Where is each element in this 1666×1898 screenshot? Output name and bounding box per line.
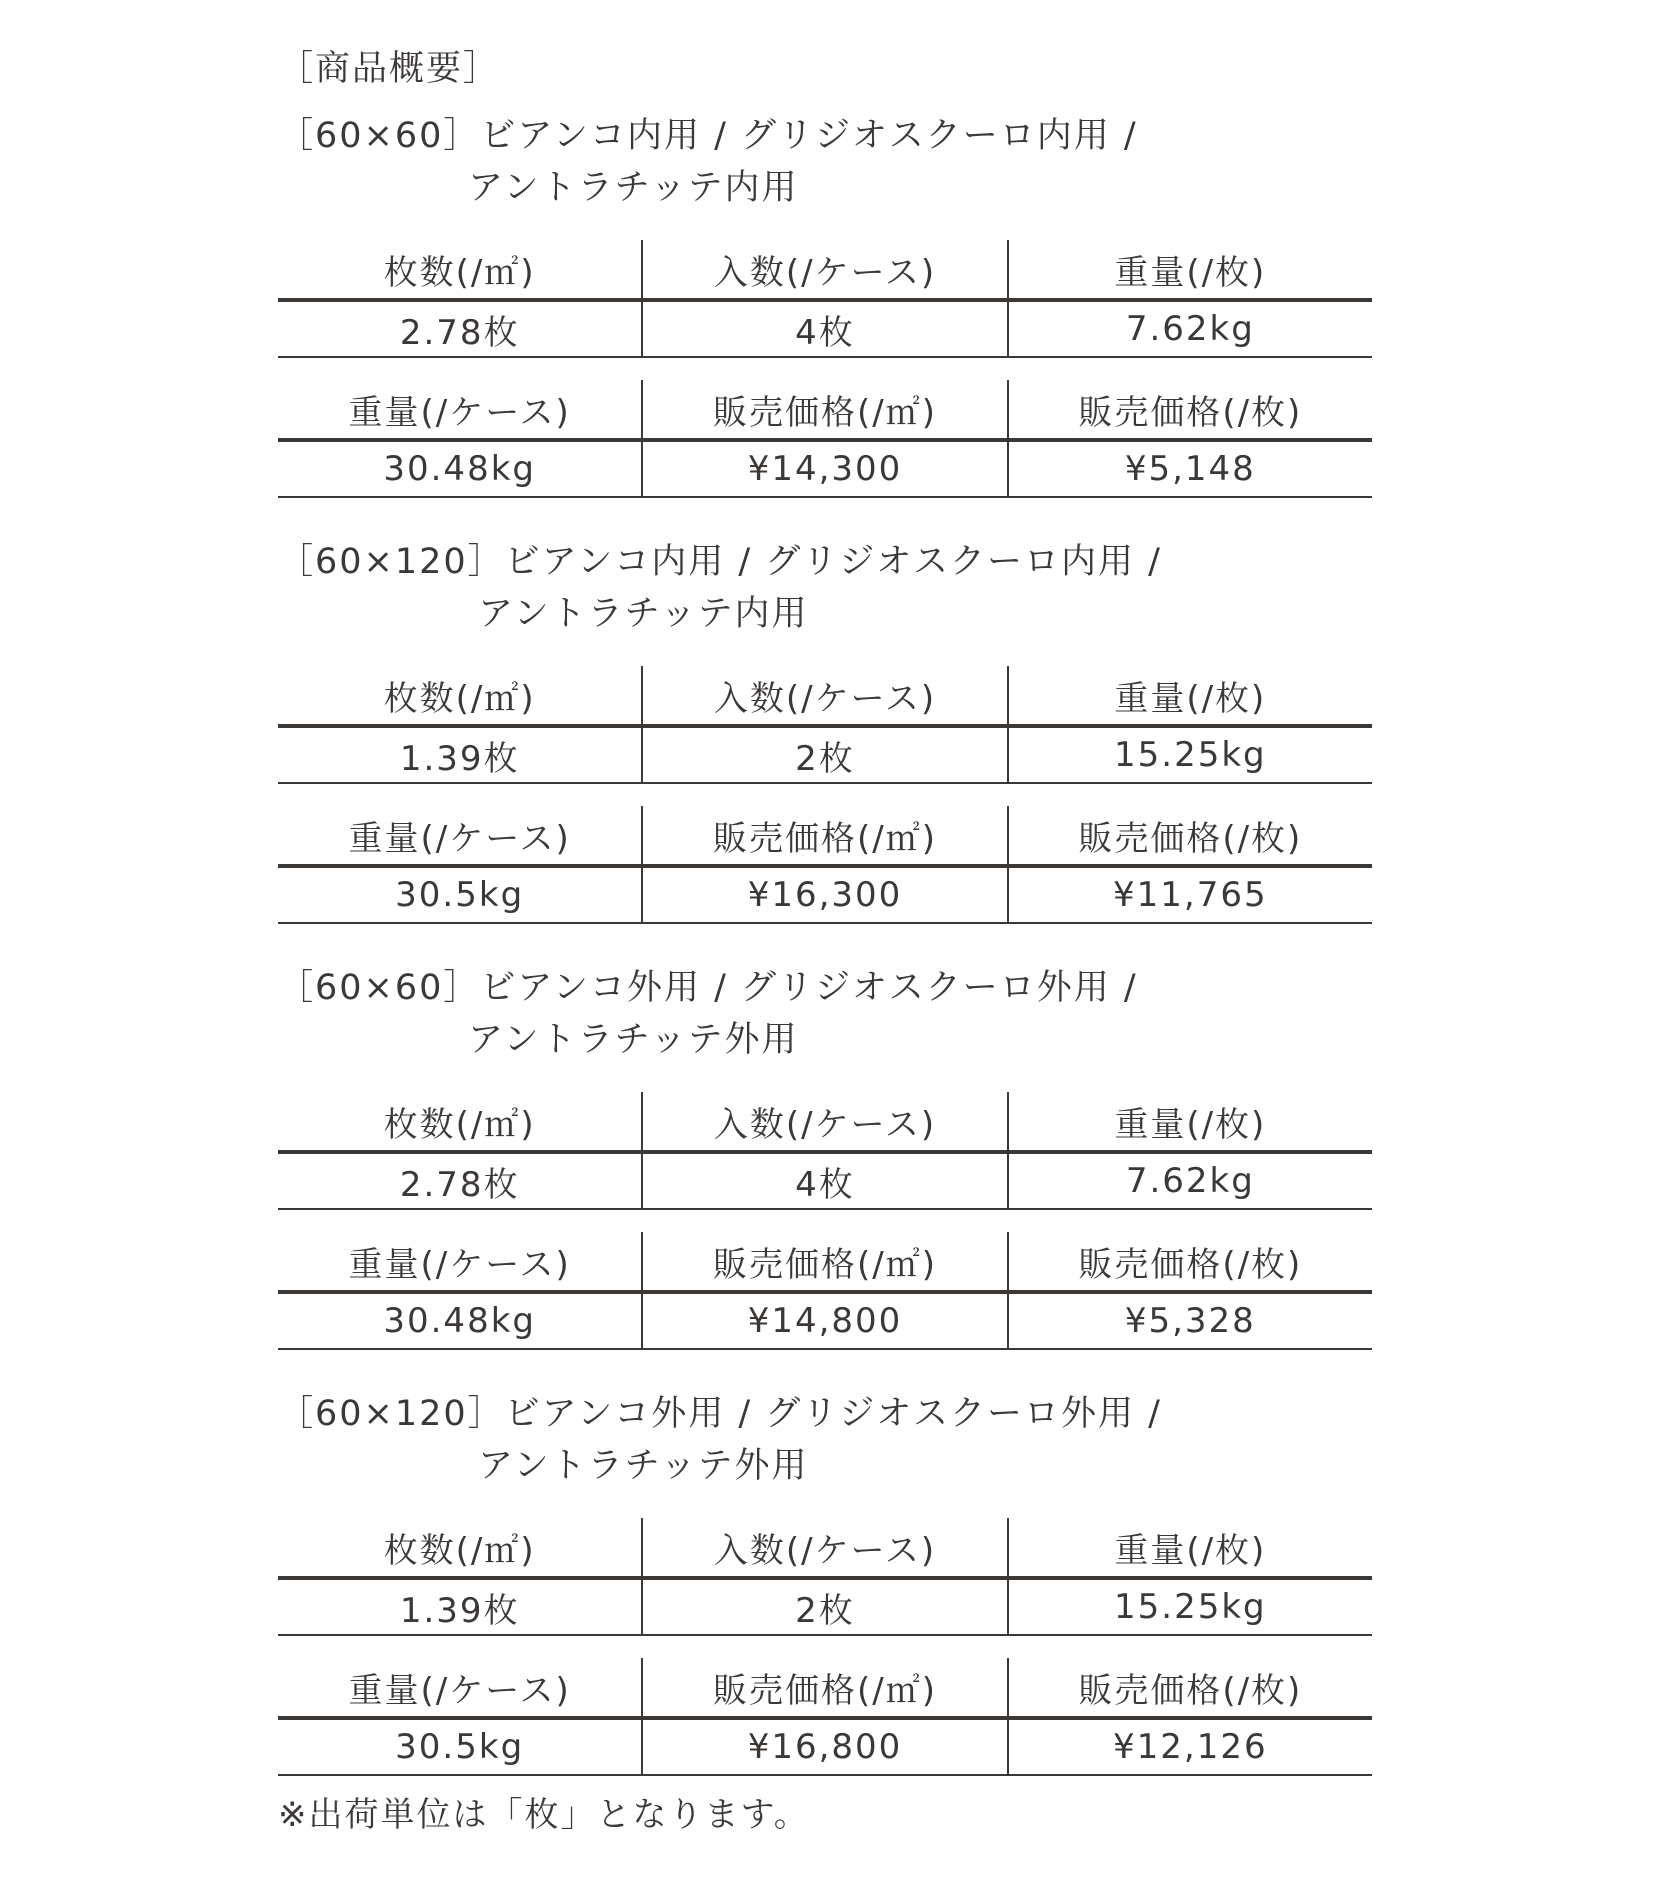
section-title-line1: ［60×60］ビアンコ外用 / グリジオスクーロ外用 / (278, 968, 1138, 1008)
value-weight-per-case: 30.5kg (278, 1718, 642, 1775)
spec-table-3 (278, 666, 1372, 784)
section-title (278, 536, 1162, 640)
header-count-per-case: 入数(/ケース) (642, 1518, 1007, 1578)
spec-table-5 (278, 1092, 1372, 1210)
header-count-per-m2: 枚数(/㎡) (278, 1092, 642, 1152)
header-count-per-case: 入数(/ケース) (642, 666, 1007, 726)
table-header-row (278, 806, 1372, 866)
table-row (278, 726, 1372, 783)
section-title (278, 1388, 1162, 1492)
spec-table-8 (278, 1658, 1372, 1776)
header-weight-per-piece: 重量(/枚) (1008, 666, 1372, 726)
section-title-line1: ［60×120］ビアンコ内用 / グリジオスクーロ内用 / (278, 542, 1162, 582)
section-title-line2: アントラチッテ外用 (478, 1446, 809, 1486)
table-header-row (278, 380, 1372, 440)
value-price-per-piece: ¥11,765 (1008, 866, 1372, 923)
header-price-per-m2: 販売価格(/㎡) (642, 1232, 1007, 1292)
spec-table-6 (278, 1232, 1372, 1350)
value-weight-per-piece: 15.25kg (1008, 1578, 1372, 1635)
spec-table-4 (278, 806, 1372, 924)
value-count-per-case: 2枚 (642, 726, 1007, 783)
value-count-per-m2: 1.39枚 (278, 1578, 642, 1635)
section-title-line2: アントラチッテ内用 (478, 594, 809, 634)
header-price-per-m2: 販売価格(/㎡) (642, 806, 1007, 866)
header-weight-per-case: 重量(/ケース) (278, 1658, 642, 1718)
table-header-row (278, 1518, 1372, 1578)
section-title-line2: アントラチッテ内用 (468, 168, 799, 208)
header-price-per-m2: 販売価格(/㎡) (642, 380, 1007, 440)
header-count-per-case: 入数(/ケース) (642, 240, 1007, 300)
section-title-line1: ［60×120］ビアンコ外用 / グリジオスクーロ外用 / (278, 1394, 1162, 1434)
value-price-per-piece: ¥5,148 (1008, 440, 1372, 497)
header-weight-per-case: 重量(/ケース) (278, 1232, 642, 1292)
header-weight-per-piece: 重量(/枚) (1008, 1518, 1372, 1578)
header-count-per-m2: 枚数(/㎡) (278, 240, 642, 300)
section-title (278, 962, 1138, 1066)
value-price-per-m2: ¥14,800 (642, 1292, 1007, 1349)
table-row (278, 440, 1372, 497)
value-weight-per-piece: 15.25kg (1008, 726, 1372, 783)
value-price-per-m2: ¥16,800 (642, 1718, 1007, 1775)
table-row (278, 1152, 1372, 1209)
value-price-per-piece: ¥12,126 (1008, 1718, 1372, 1775)
table-header-row (278, 1232, 1372, 1292)
table-header-row (278, 666, 1372, 726)
spec-table-2 (278, 380, 1372, 498)
value-weight-per-piece: 7.62kg (1008, 300, 1372, 357)
value-price-per-m2: ¥16,300 (642, 866, 1007, 923)
header-count-per-m2: 枚数(/㎡) (278, 666, 642, 726)
header-weight-per-case: 重量(/ケース) (278, 806, 642, 866)
section-title-line1: ［60×60］ビアンコ内用 / グリジオスクーロ内用 / (278, 116, 1138, 156)
spec-table-7 (278, 1518, 1372, 1636)
header-price-per-piece: 販売価格(/枚) (1008, 380, 1372, 440)
value-weight-per-case: 30.5kg (278, 866, 642, 923)
table-row (278, 300, 1372, 357)
header-price-per-piece: 販売価格(/枚) (1008, 1232, 1372, 1292)
value-weight-per-piece: 7.62kg (1008, 1152, 1372, 1209)
value-count-per-m2: 1.39枚 (278, 726, 642, 783)
table-row (278, 866, 1372, 923)
section-title-line2: アントラチッテ外用 (468, 1020, 799, 1060)
section-title (278, 110, 1138, 214)
value-count-per-case: 2枚 (642, 1578, 1007, 1635)
header-price-per-piece: 販売価格(/枚) (1008, 806, 1372, 866)
header-weight-per-case: 重量(/ケース) (278, 380, 642, 440)
page-heading: ［商品概要］ (278, 49, 501, 89)
value-count-per-case: 4枚 (642, 1152, 1007, 1209)
header-weight-per-piece: 重量(/枚) (1008, 240, 1372, 300)
value-count-per-case: 4枚 (642, 300, 1007, 357)
table-header-row (278, 240, 1372, 300)
header-weight-per-piece: 重量(/枚) (1008, 1092, 1372, 1152)
table-row (278, 1292, 1372, 1349)
value-weight-per-case: 30.48kg (278, 440, 642, 497)
table-header-row (278, 1658, 1372, 1718)
table-row (278, 1718, 1372, 1775)
header-count-per-m2: 枚数(/㎡) (278, 1518, 642, 1578)
table-row (278, 1578, 1372, 1635)
value-price-per-piece: ¥5,328 (1008, 1292, 1372, 1349)
value-count-per-m2: 2.78枚 (278, 1152, 642, 1209)
footnote: ※出荷単位は「枚」となります。 (278, 1795, 810, 1835)
value-count-per-m2: 2.78枚 (278, 300, 642, 357)
table-header-row (278, 1092, 1372, 1152)
spec-table-1 (278, 240, 1372, 358)
value-price-per-m2: ¥14,300 (642, 440, 1007, 497)
value-weight-per-case: 30.48kg (278, 1292, 642, 1349)
header-count-per-case: 入数(/ケース) (642, 1092, 1007, 1152)
header-price-per-piece: 販売価格(/枚) (1008, 1658, 1372, 1718)
header-price-per-m2: 販売価格(/㎡) (642, 1658, 1007, 1718)
